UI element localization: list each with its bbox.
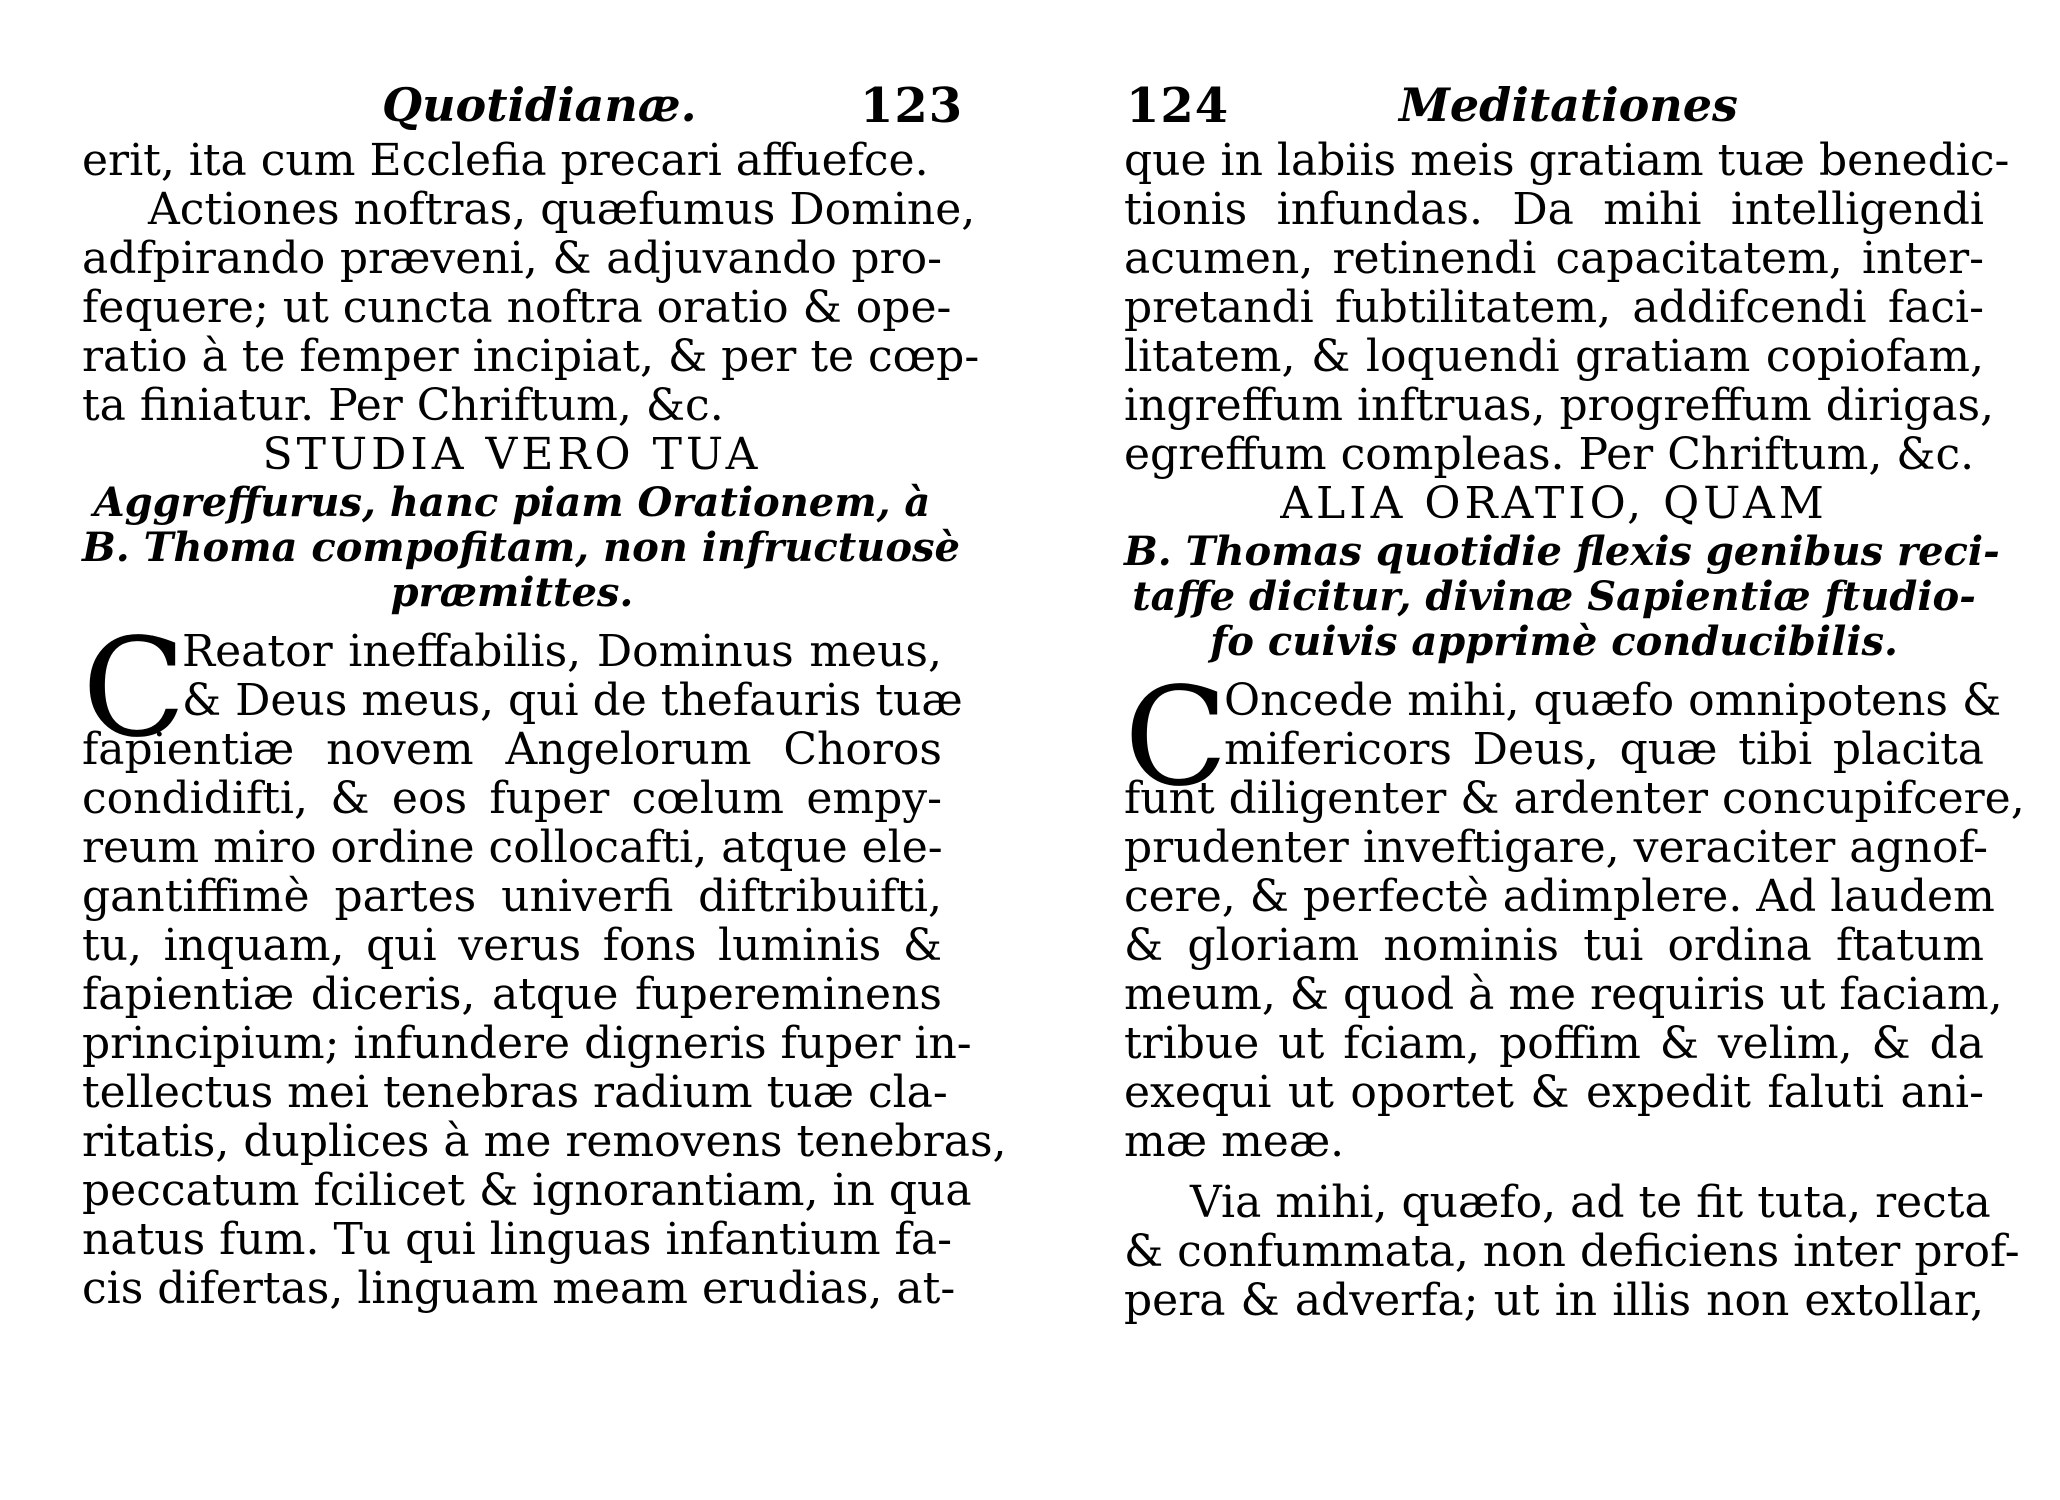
text-line: pretandi fubtilitatem, addifcendi faci- [1124,282,1984,333]
text-line: natus fum. Tu qui linguas infantium fa- [82,1214,952,1265]
heading-subtitle-line: taffe dicitur, divinæ Sapientiæ ftudio- [1132,573,1976,620]
text-line: Actiones noftras, quæfumus Domine, [148,184,976,235]
text-line: & gloriam nominis tui ordina ftatum [1124,920,1984,971]
page-number: 123 [860,78,964,134]
text-line: reum miro ordine collocafti, atque ele- [82,822,943,873]
text-line: funt diligenter & ardenter concupifcere, [1124,773,2025,824]
text-line: peccatum fcilicet & ignorantiam, in qua [82,1165,972,1216]
section-heading: ALIA ORATIO, QUAM [1280,478,1828,529]
drop-cap: C [1124,659,1229,817]
prayer-paragraph [1124,659,2025,1167]
left-page [82,0,1007,1500]
text-line: gantiffimè partes univerfi diftribuifti, [82,871,942,922]
text-line: pera & adverfa; ut in illis non extollar, [1124,1275,1984,1326]
text-line: Oncede mihi, quæfo omnipotens & [1224,675,2002,726]
right-page [1124,0,2025,1500]
right-page-header [1124,78,1984,138]
running-title: Quotidianæ. [382,78,697,132]
text-line: meum, & quod à me requiris ut faciam, [1124,969,2003,1020]
text-line: litatem, & loquendi gratiam copiofam, [1124,331,1984,382]
text-line: mifericors Deus, quæ tibi placita [1224,724,1984,775]
heading-subtitle-line: B. Thoma compofitam, non infructuosè [82,524,960,571]
heading-subtitle-line: præmittes. [390,569,634,616]
heading-subtitle-line: B. Thomas quotidie flexis genibus reci- [1124,528,2000,575]
text-line: tu, inquam, qui verus fons luminis & [82,920,942,971]
text-line: ratio à te femper incipiat, & per te cœp- [82,331,980,382]
text-line: acumen, retinendi capacitatem, inter- [1124,233,1984,284]
text-line: condidifti, & eos fuper cœlum empy- [82,773,942,824]
text-line: egreffum compleas. Per Chriftum, &c. [1124,429,1975,480]
text-line: prudenter inveftigare, veraciter agnof- [1124,822,1989,873]
text-line: cis difertas, linguam meam erudias, at- [82,1263,956,1314]
text-line: tionis infundas. Da mihi intelligendi [1124,184,1984,235]
text-line: & confummata, non deficiens inter prof- [1124,1226,2020,1277]
text-line: Reator ineffabilis, Dominus meus, [182,626,942,677]
running-title: Meditationes [1399,78,1738,132]
text-line: exequi ut oportet & expedit faluti ani- [1124,1067,1984,1118]
heading-subtitle-line: Aggreffurus, hanc piam Orationem, à [93,479,931,526]
text-line: ta finiatur. Per Chriftum, &c. [82,380,724,431]
heading-subtitle-line: fo cuivis apprimè conducibilis. [1210,618,1898,665]
text-line: fapientiæ novem Angelorum Choros [82,724,942,775]
section-heading: STUDIA VERO TUA [262,429,762,480]
left-page-text [82,135,1007,1314]
text-line: tellectus mei tenebras radium tuæ cla- [82,1067,948,1118]
text-line: cere, & perfectè adimplere. Ad laudem [1124,871,1995,922]
text-line: mæ meæ. [1124,1116,1345,1167]
text-line: & Deus meus, qui de thefauris tuæ [182,675,963,726]
text-line: fequere; ut cuncta noftra oratio & ope- [82,282,952,333]
text-line: que in labiis meis gratiam tuæ benedic- [1124,135,2010,186]
text-line: Via mihi, quæfo, ad te fit tuta, recta [1190,1177,1991,1228]
text-line: adfpirando præveni, & adjuvando pro- [82,233,942,284]
text-line: ritatis, duplices à me removens tenebras, [82,1116,1007,1167]
right-page-text [1124,135,2025,1326]
drop-cap: C [82,610,187,768]
text-line: principium; infundere digneris fuper in- [82,1018,972,1069]
text-line: erit, ita cum Ecclefia precari affuefce. [82,135,929,186]
text-line: tribue ut fciam, poffim & velim, & da [1124,1018,1984,1069]
prayer-paragraph [82,610,1007,1314]
text-line: fapientiæ diceris, atque fupereminens [82,969,942,1020]
text-line: ingreffum inftruas, progreffum dirigas, [1124,380,1995,431]
left-page-header [82,78,964,138]
page-number: 124 [1126,78,1230,134]
